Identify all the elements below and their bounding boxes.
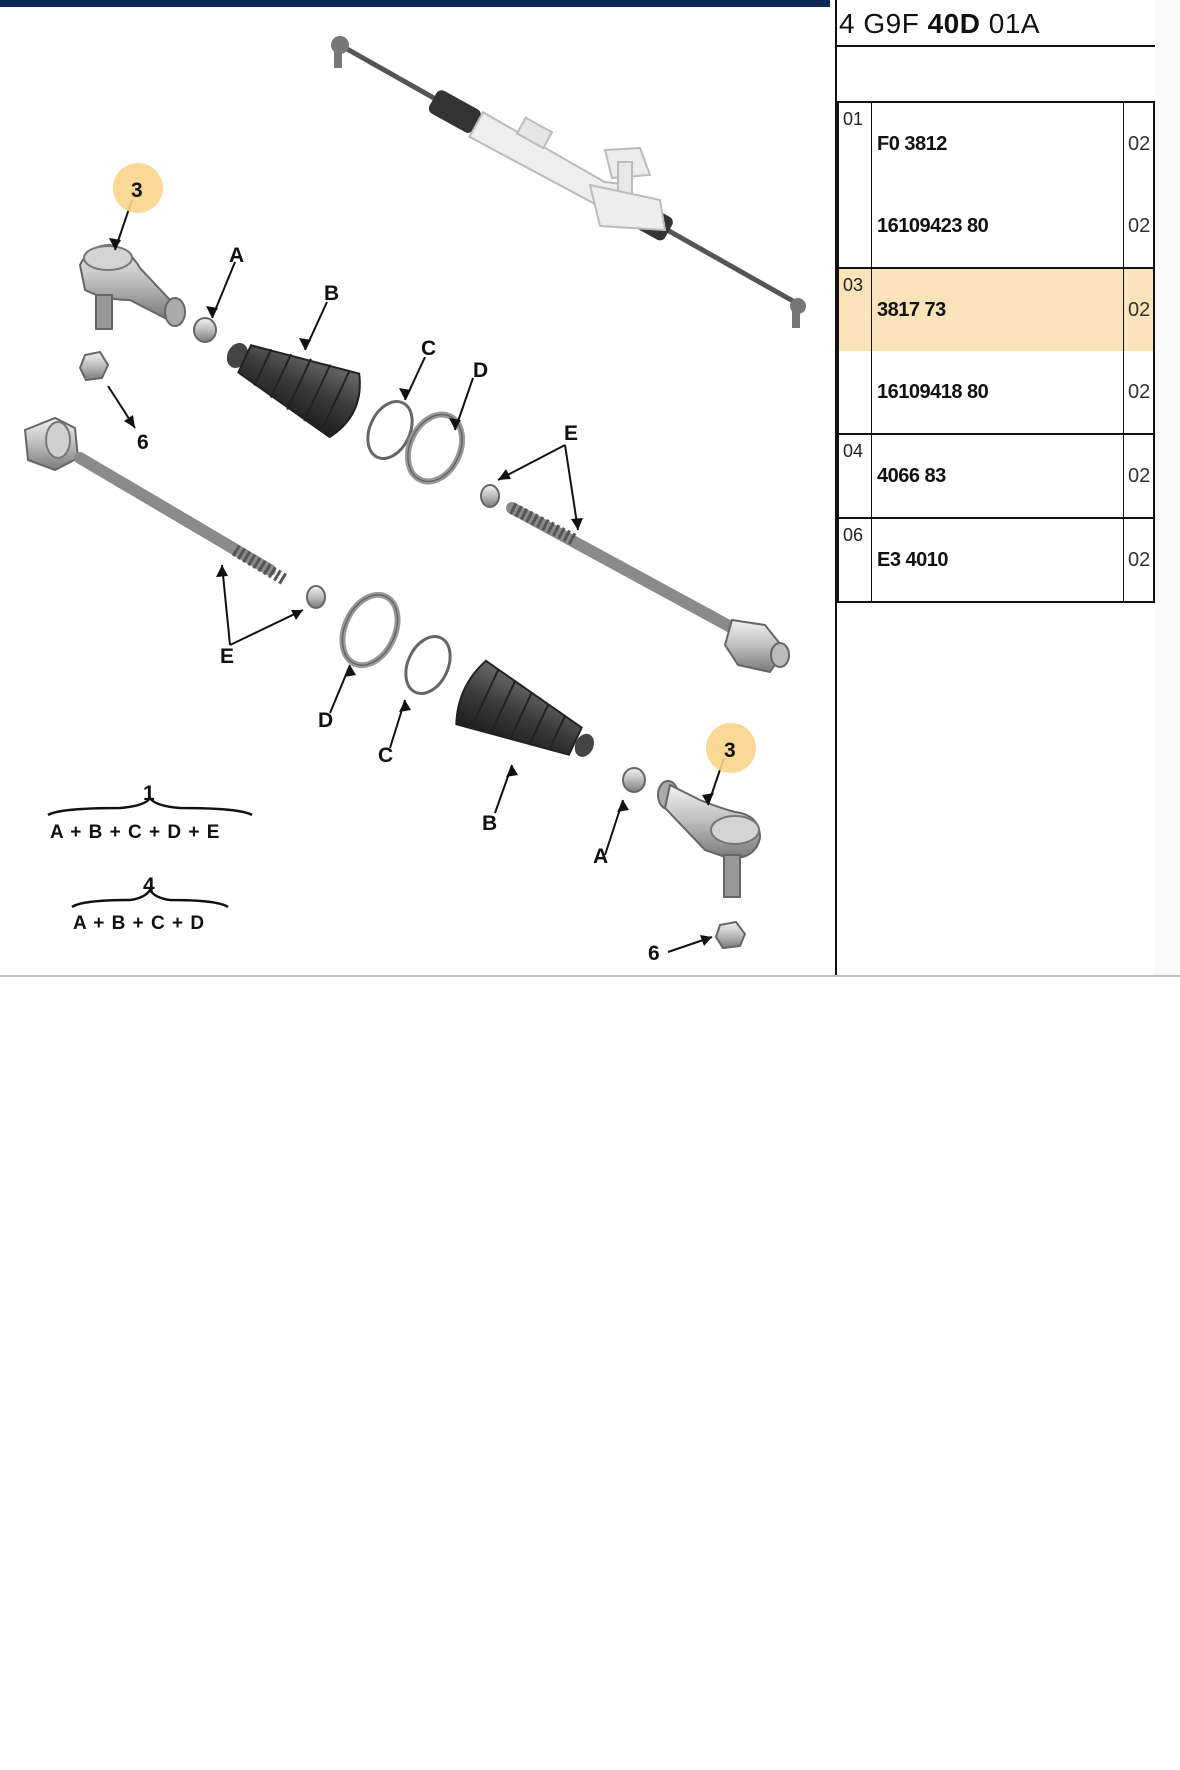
boot-upper [214, 320, 370, 442]
part-a-lower [623, 768, 645, 792]
content-bottom-border [0, 975, 1180, 977]
part-number[interactable]: F0 3812 [877, 133, 947, 155]
callout-e-lower: E [220, 645, 235, 668]
part-number[interactable]: 16109418 80 [877, 381, 989, 403]
clip-c-lower [397, 629, 459, 700]
parts-group-04 [839, 433, 1153, 517]
group-index: 04 [843, 441, 864, 461]
nut-lower [716, 922, 745, 948]
group-index: 06 [843, 525, 864, 545]
parts-table [837, 101, 1155, 603]
boot-lower [450, 658, 608, 781]
right-margin-strip [1155, 0, 1180, 975]
part-quantity: 02 [1128, 381, 1151, 403]
part-number[interactable]: 16109423 80 [877, 215, 989, 237]
part-a-upper [194, 318, 216, 342]
ref-prefix: 4 G9F [839, 8, 920, 39]
callout-c-upper: C [421, 337, 437, 360]
catalog-reference [839, 8, 1040, 40]
callout-6-lower: 6 [648, 942, 660, 965]
part-quantity: 02 [1128, 133, 1151, 155]
callout-c-lower: C [378, 744, 394, 767]
parts-group-03 [839, 267, 1153, 433]
inner-tie-rod-upper [481, 485, 789, 672]
reference-underline [837, 45, 1155, 47]
kit-4-number: 4 [143, 874, 155, 897]
clip-c-upper [359, 394, 421, 465]
inner-tie-rod-lower [25, 418, 325, 608]
nut-upper [80, 352, 108, 380]
callout-3-lower: 3 [724, 739, 736, 762]
callout-3-upper: 3 [131, 179, 143, 202]
part-row[interactable] [839, 185, 1153, 267]
callout-d-upper: D [473, 359, 489, 382]
part-number[interactable]: E3 4010 [877, 549, 949, 571]
parts-panel [837, 0, 1155, 975]
tie-rod-end-upper [80, 245, 185, 329]
kit-4-formula: A + B + C + D [73, 913, 206, 934]
part-quantity: 02 [1128, 549, 1151, 571]
group-index: 03 [843, 275, 864, 295]
part-number[interactable]: 3817 73 [877, 299, 946, 321]
part-quantity: 02 [1128, 215, 1151, 237]
callout-6-upper: 6 [137, 431, 149, 454]
callout-b-lower: B [482, 812, 498, 835]
part-quantity: 02 [1128, 465, 1151, 487]
callout-a-lower: A [593, 845, 609, 868]
part-number[interactable]: 4066 83 [877, 465, 946, 487]
kit-1-number: 1 [143, 782, 155, 805]
ref-bold: 40D [927, 8, 981, 39]
part-row-selected[interactable] [839, 269, 1153, 351]
ref-suffix: 01A [988, 8, 1041, 39]
callout-e-upper: E [564, 422, 579, 445]
group-index: 01 [843, 109, 864, 129]
part-row[interactable] [839, 435, 1153, 517]
part-row[interactable] [839, 351, 1153, 433]
parts-group-06 [839, 517, 1153, 601]
exploded-steering-diagram [0, 0, 835, 975]
part-row[interactable] [839, 103, 1153, 185]
part-row[interactable] [839, 519, 1153, 601]
part-quantity: 02 [1128, 299, 1151, 321]
callout-d-lower: D [318, 709, 334, 732]
kit-1-formula: A + B + C + D + E [50, 822, 221, 843]
kit-legend [48, 782, 252, 934]
parts-group-01 [839, 103, 1153, 267]
steering-rack-assembly [331, 36, 806, 328]
callout-a-upper: A [229, 244, 245, 267]
callout-b-upper: B [324, 282, 340, 305]
